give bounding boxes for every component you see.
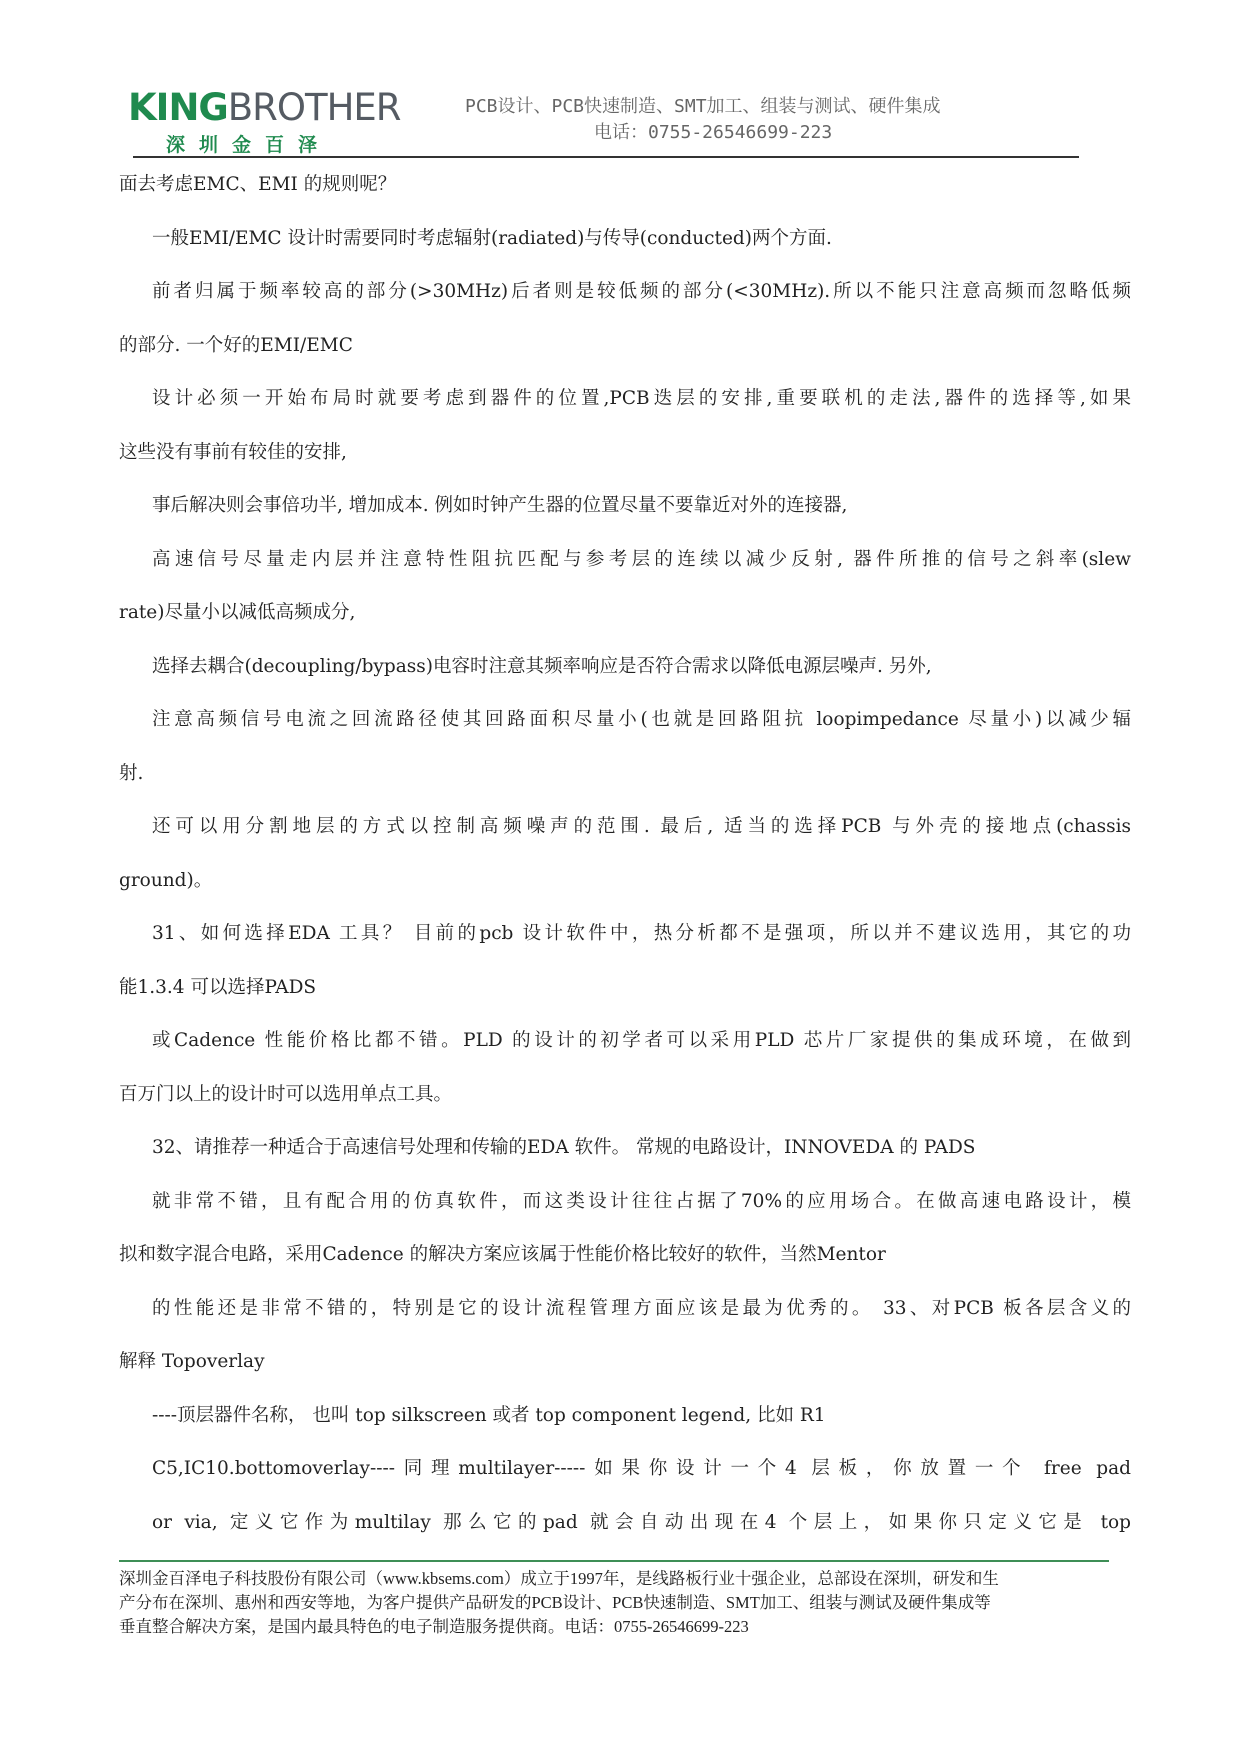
logo-brother-text: BROTHER: [227, 86, 401, 129]
body-line: 百万门以上的设计时可以选用单点工具。: [119, 1083, 453, 1105]
body-line: or via, 定义它作为multilay 那么它的pad 就会自动出现在4 个层上，如果你只定义它是 top: [152, 1511, 1131, 1533]
body-line: 的部分. 一个好的EMI/EMC: [119, 334, 353, 356]
footer-line: 产分布在深圳、惠州和西安等地，为客户提供产品研发的PCB设计、PCB快速制造、SMT加工、组装与测试及硬件集成等: [119, 1593, 991, 1612]
body-line: rate)尽量小以减低高频成分,: [119, 602, 356, 623]
body-line: 就非常不错，且有配合用的仿真软件，而这类设计往往占据了70%的应用场合。在做高速电路设计，模: [152, 1190, 1131, 1212]
body-line: 还可以用分割地层的方式以控制高频噪声的范围. 最后, 适当的选择PCB 与外壳的接地点(chassis: [152, 816, 1131, 837]
body-line: 31、如何选择EDA 工具？ 目前的pcb 设计软件中，热分析都不是强项，所以并不建议选用，其它的功: [152, 923, 1131, 944]
body-line: 射.: [119, 762, 144, 784]
body-line: ----顶层器件名称， 也叫 top silkscreen 或者 top component legend, 比如 R1: [152, 1404, 826, 1426]
body-line: 拟和数字混合电路，采用Cadence 的解决方案应该属于性能价格比较好的软件，当然Mentor: [119, 1244, 886, 1265]
body-line: 设计必须一开始布局时就要考虑到器件的位置,PCB迭层的安排,重要联机的走法,器件的选择等,如果: [152, 388, 1131, 409]
services-text: PCB设计、PCB快速制造、SMT加工、组装与测试、硬件集成: [465, 96, 941, 117]
header-phone: 电话：0755-26546699-223: [594, 122, 833, 143]
body-line: 这些没有事前有较佳的安排,: [119, 441, 347, 463]
body-line: 高速信号尽量走内层并注意特性阻抗匹配与参考层的连续以减少反射, 器件所推的信号之斜率(slew: [152, 548, 1131, 570]
body-line: 能1.3.4 可以选择PADS: [119, 976, 317, 998]
body-line: 注意高频信号电流之回流路径使其回路面积尽量小(也就是回路阻抗 loopimpedance 尽量小)以减少辐: [152, 709, 1131, 730]
page-header: [128, 86, 1078, 156]
body-line: 面去考虑EMC、EMI 的规则呢？: [119, 174, 397, 195]
body-line: 一般EMI/EMC 设计时需要同时考虑辐射(radiated)与传导(conducted)两个方面.: [152, 227, 832, 249]
body-line: C5,IC10.bottomoverlay----同理multilayer-----如果你设计一个4 层板，你放置一个 free pad: [152, 1458, 1131, 1479]
body-line: 的性能还是非常不错的，特别是它的设计流程管理方面应该是最为优秀的。 33、对PCB 板各层含义的: [152, 1297, 1131, 1319]
footer-line: 垂直整合解决方案，是国内最具特色的电子制造服务提供商。电话：0755-26546699-223: [119, 1617, 749, 1636]
logo-king-text: KING: [128, 86, 228, 129]
body-line: 前者归属于频率较高的部分(>30MHz)后者则是较低频的部分(<30MHz).所以不能只注意高频而忽略低频: [152, 281, 1131, 302]
page-footer: [119, 1567, 1119, 1639]
body-line: 解释 Topoverlay: [119, 1351, 265, 1372]
body-line: 32、请推荐一种适合于高速信号处理和传输的EDA 软件。 常规的电路设计，INNOVEDA 的 PADS: [152, 1137, 976, 1158]
footer-divider: [119, 1560, 1109, 1562]
body-line: 或Cadence 性能价格比都不错。PLD 的设计的初学者可以采用PLD 芯片厂家提供的集成环境，在做到: [152, 1030, 1131, 1051]
body-line: 事后解决则会事倍功半, 增加成本. 例如时钟产生器的位置尽量不要靠近对外的连接器,: [152, 495, 848, 516]
document-body: [119, 158, 1131, 1549]
body-line: 选择去耦合(decoupling/bypass)电容时注意其频率响应是否符合需求以降低电源层噪声. 另外,: [152, 655, 932, 677]
kingbrother-logo: [128, 86, 408, 156]
footer-line: 深圳金百泽电子科技股份有限公司（www.kbsems.com）成立于1997年，是线路板行业十强企业，总部设在深圳，研发和生: [119, 1569, 999, 1588]
logo-chinese-name: 深圳金百泽: [166, 134, 332, 156]
body-line: ground)。: [119, 869, 213, 891]
logo-wordmark: [128, 86, 401, 130]
